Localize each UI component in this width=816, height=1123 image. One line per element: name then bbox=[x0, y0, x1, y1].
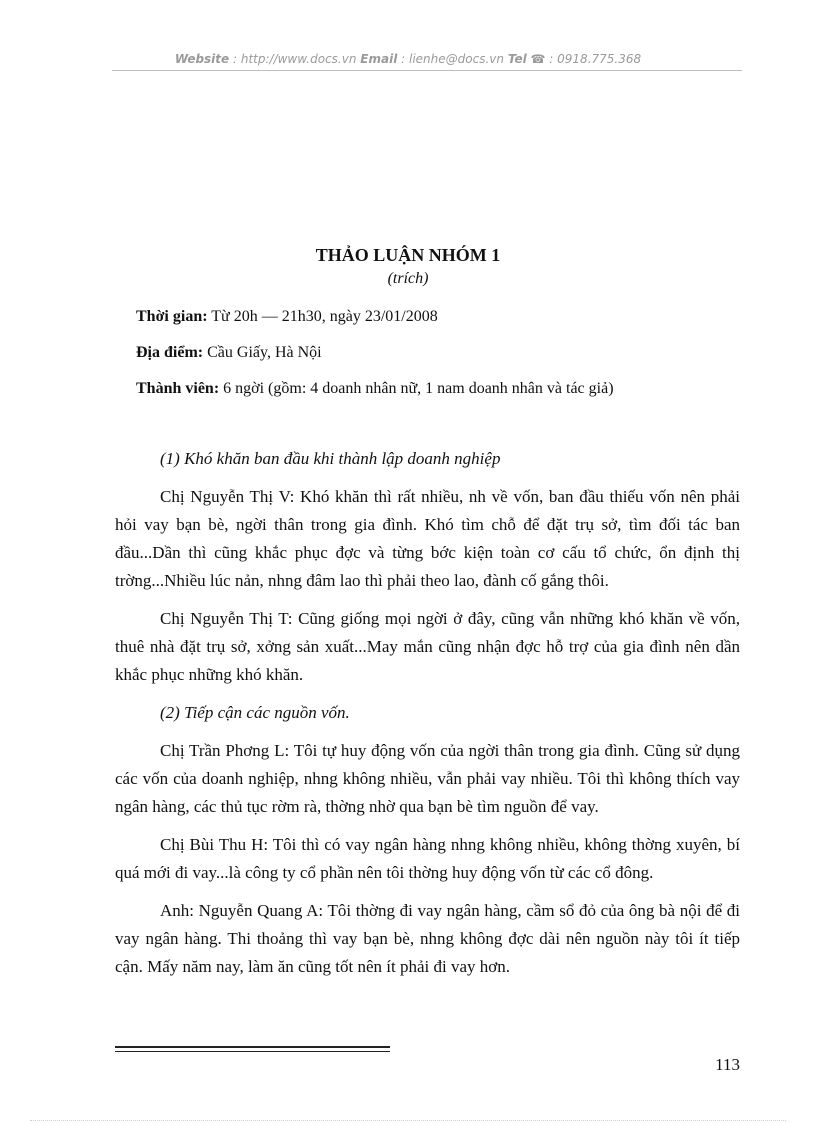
document-title: THẢO LUẬN NHÓM 1 bbox=[315, 245, 501, 265]
meta-time-label: Thời gian: bbox=[136, 308, 208, 325]
document-body bbox=[115, 445, 740, 991]
document-subtitle: (trích) bbox=[387, 270, 429, 287]
header-divider bbox=[112, 70, 742, 71]
meta-time-value: Từ 20h — 21h30, ngày 23/01/2008 bbox=[211, 308, 438, 325]
tel-label: Tel bbox=[507, 52, 527, 66]
paragraph: Chị Bùi Thu H: Tôi thì có vay ngân hàng nhng không nhiều, không thờng xuyên, bí quá mới đi vay...là công ty cổ phần nên tôi thờng huy động vốn từ các cổ đông. bbox=[115, 835, 740, 882]
meta-members bbox=[136, 380, 614, 398]
paragraph: Chị Nguyễn Thị V: Khó khăn thì rất nhiều, nh về vốn, ban đầu thiếu vốn nên phải hỏi vay bạn bè, ngời thân trong gia đình. Khó tìm chỗ để đặt trụ sở, tìm đối tác ban đầu...Dần thì cũng khắc phục đợc và từng bớc kiện toàn cơ cấu tổ chức, ổn định thị trờng...Nhiều lúc nản, nhng đâm lao thì phải theo lao, đành cố gắng thôi. bbox=[115, 487, 740, 590]
tel-value: ☎ : 0918.775.368 bbox=[530, 52, 642, 66]
paragraph: Chị Nguyễn Thị T: Cũng giống mọi ngời ở đây, cũng vẫn những khó khăn về vốn, thuê nhà đặt trụ sở, xởng sản xuất...May mắn cũng nhận đợc hỗ trợ của gia đình nên dần khắc phục những khó khăn. bbox=[115, 609, 740, 684]
meta-place bbox=[136, 344, 322, 362]
page-header bbox=[0, 52, 816, 66]
email-label: Email bbox=[360, 52, 398, 66]
email-value: : lienhe@docs.vn bbox=[401, 52, 504, 66]
footnote-divider bbox=[115, 1046, 390, 1048]
meta-time bbox=[136, 308, 438, 326]
website-value: : http://www.docs.vn bbox=[233, 52, 357, 66]
meta-place-value: Cầu Giấy, Hà Nội bbox=[207, 344, 322, 361]
page-number: 113 bbox=[715, 1055, 740, 1074]
section-heading-2: (2) Tiếp cận các nguồn vốn. bbox=[160, 703, 350, 722]
meta-members-value: 6 ngời (gồm: 4 doanh nhân nữ, 1 nam doanh nhân và tác giả) bbox=[223, 380, 614, 397]
paragraph: Chị Trần Phơng L: Tôi tự huy động vốn của ngời thân trong gia đình. Cũng sử dụng các vốn của doanh nghiệp, nhng không nhiều, vẫn phải vay nhiều. Tôi thì không thích vay ngân hàng, các thủ tục rờm rà, thờng nhờ qua bạn bè tìm nguồn để vay. bbox=[115, 741, 740, 816]
paragraph: Anh: Nguyễn Quang A: Tôi thờng đi vay ngân hàng, cầm sổ đỏ của ông bà nội để đi vay ngân hàng. Thi thoảng thì vay bạn bè, nhng không đợc dài nên nguồn này tôi ít tiếp cận. Mấy năm nay, làm ăn cũng tốt nên ít phải đi vay hơn. bbox=[115, 901, 740, 976]
page-bottom-border bbox=[30, 1120, 786, 1121]
meta-members-label: Thành viên: bbox=[136, 380, 220, 397]
meta-place-label: Địa điểm: bbox=[136, 344, 204, 361]
section-heading-1: (1) Khó khăn ban đầu khi thành lập doanh nghiệp bbox=[160, 449, 501, 468]
website-label: Website bbox=[174, 52, 230, 66]
footnote-divider-secondary bbox=[115, 1051, 390, 1052]
